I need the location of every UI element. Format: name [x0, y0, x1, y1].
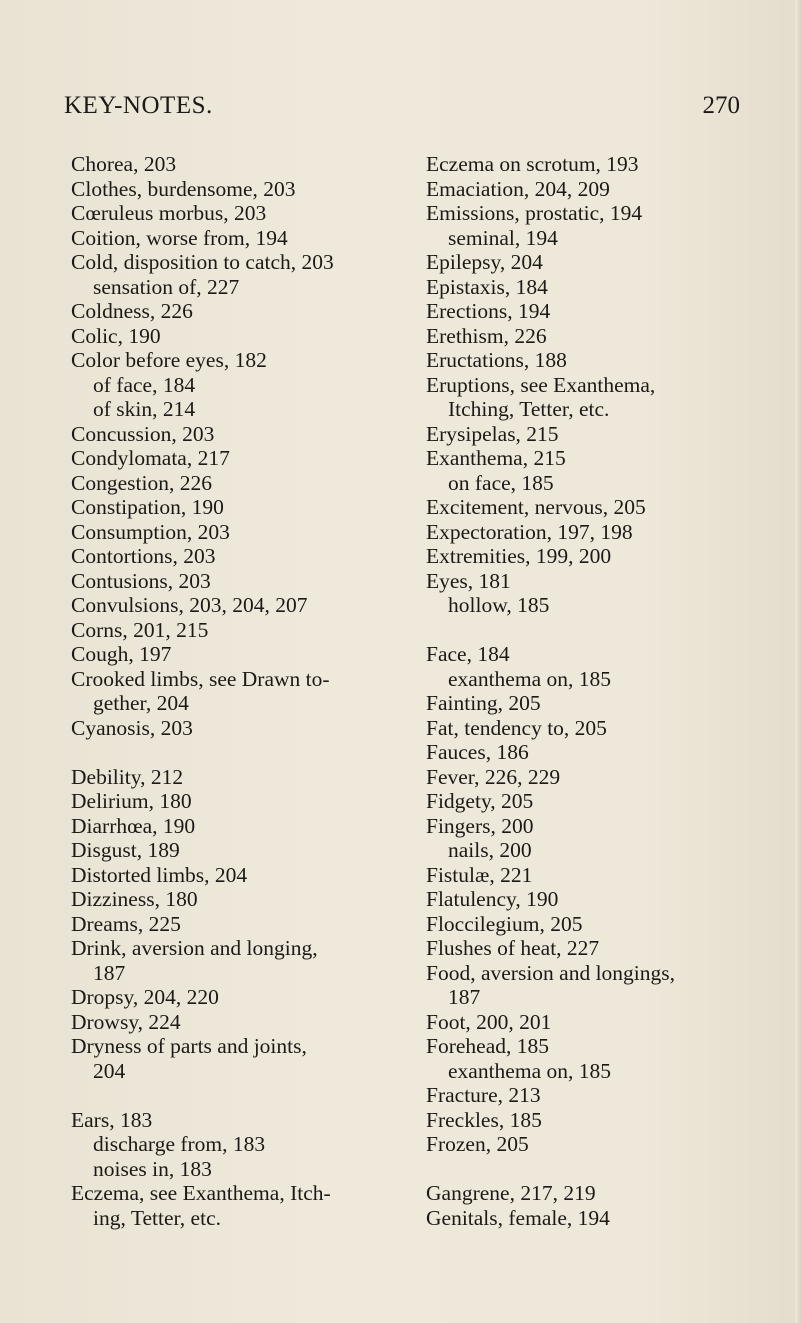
- index-entry: Eczema on scrotum, 193: [426, 152, 639, 176]
- index-entry: Emaciation, 204, 209: [426, 176, 610, 201]
- index-entry: Eructations, 188: [426, 348, 567, 372]
- index-entry: Freckles, 185: [426, 1107, 542, 1132]
- index-entry: Eyes, 181: [426, 568, 511, 593]
- index-entry: Fat, tendency to, 205: [426, 715, 607, 740]
- running-head: KEY-NOTES.: [64, 92, 213, 119]
- index-entry-continuation: 204: [93, 1058, 126, 1083]
- index-entry: Flatulency, 190: [426, 887, 559, 911]
- index-entry: Extremities, 199, 200: [426, 544, 612, 568]
- index-subentry: hollow, 185: [448, 593, 550, 617]
- index-entry: Colic, 190: [71, 323, 161, 348]
- index-entry-continuation: gether, 204: [93, 691, 189, 715]
- index-entry: Dryness of parts and joints,: [71, 1034, 307, 1058]
- index-entry: Food, aversion and longings,: [426, 960, 676, 985]
- index-entry: Contortions, 203: [71, 544, 216, 568]
- index-subentry: discharge from, 183: [93, 1132, 266, 1156]
- index-entry-continuation: ing, Tetter, etc.: [93, 1205, 221, 1230]
- index-entry: Concussion, 203: [71, 421, 215, 446]
- index-entry: Fracture, 213: [426, 1083, 541, 1107]
- index-entry: Cough, 197: [71, 642, 172, 666]
- index-entry: Eruptions, see Exanthema,: [426, 372, 656, 397]
- index-entry: Expectoration, 197, 198: [426, 519, 633, 544]
- index-entry: Frozen, 205: [426, 1132, 529, 1156]
- index-entry: Condylomata, 217: [71, 446, 230, 470]
- page-header: [64, 92, 740, 132]
- index-subentry: sensation of, 227: [93, 274, 240, 299]
- index-entry: Dropsy, 204, 220: [71, 985, 219, 1009]
- index-entry: Emissions, prostatic, 194: [426, 201, 643, 225]
- index-entry: Convulsions, 203, 204, 207: [71, 593, 308, 617]
- index-entry: Gangrene, 217, 219: [426, 1181, 596, 1205]
- index-entry-continuation: Itching, Tetter, etc.: [448, 397, 610, 421]
- index-entry: Disgust, 189: [71, 838, 180, 862]
- index-entry: Drink, aversion and longing,: [71, 936, 318, 960]
- index-entry: Erections, 194: [426, 299, 551, 323]
- index-entry: Forehead, 185: [426, 1034, 549, 1058]
- index-entry-continuation: 187: [93, 960, 126, 985]
- index-entry: Flushes of heat, 227: [426, 936, 600, 960]
- index-subentry: seminal, 194: [448, 225, 558, 250]
- index-entry: Fever, 226, 229: [426, 764, 561, 789]
- index-entry: Color before eyes, 182: [71, 348, 267, 372]
- index-entry: Dreams, 225: [71, 911, 181, 936]
- index-entry: Exanthema, 215: [426, 446, 566, 470]
- index-entry: Contusions, 203: [71, 568, 211, 593]
- index-entry: Erethism, 226: [426, 323, 547, 348]
- index-entry-continuation: 187: [448, 985, 481, 1009]
- index-entry: Epistaxis, 184: [426, 274, 548, 299]
- index-entry: Crooked limbs, see Drawn to-: [71, 666, 330, 691]
- section-gap: [71, 1083, 411, 1108]
- index-subentry: exanthema on, 185: [448, 666, 611, 691]
- index-entry: Corns, 201, 215: [71, 617, 209, 642]
- index-subentry: of face, 184: [93, 372, 196, 397]
- index-entry: Clothes, burdensome, 203: [71, 176, 296, 201]
- index-entry: Excitement, nervous, 205: [426, 495, 646, 519]
- index-entry: Fidgety, 205: [426, 789, 534, 813]
- index-entry: Cyanosis, 203: [71, 715, 193, 740]
- index-entry: Fauces, 186: [426, 740, 529, 764]
- index-entry: Diarrhœa, 190: [71, 813, 196, 838]
- section-gap: [426, 618, 796, 643]
- index-entry: Face, 184: [426, 642, 510, 666]
- section-gap: [426, 1157, 796, 1182]
- index-entry: Cold, disposition to catch, 203: [71, 250, 334, 274]
- index-entry: Chorea, 203: [71, 152, 177, 176]
- index-entry: Cœruleus morbus, 203: [71, 201, 267, 225]
- index-entry: Fainting, 205: [426, 691, 541, 715]
- index-entry: Debility, 212: [71, 764, 184, 789]
- index-entry: Coldness, 226: [71, 299, 193, 323]
- index-entry: Delirium, 180: [71, 789, 192, 813]
- index-subentry: on face, 185: [448, 470, 554, 495]
- index-entry: Consumption, 203: [71, 519, 230, 544]
- index-entry: Foot, 200, 201: [426, 1009, 552, 1034]
- index-subentry: nails, 200: [448, 838, 532, 862]
- index-entry: Eczema, see Exanthema, Itch-: [71, 1181, 331, 1205]
- index-subentry: noises in, 183: [93, 1156, 212, 1181]
- section-gap: [71, 740, 411, 765]
- page-edge: [795, 0, 801, 1323]
- index-column-left: [71, 152, 411, 1230]
- page-number: 270: [702, 92, 740, 119]
- index-subentry: of skin, 214: [93, 397, 196, 421]
- index-entry: Distorted limbs, 204: [71, 862, 248, 887]
- index-entry: Ears, 183: [71, 1107, 153, 1132]
- index-subentry: exanthema on, 185: [448, 1058, 611, 1083]
- index-entry: Genitals, female, 194: [426, 1205, 610, 1230]
- index-entry: Constipation, 190: [71, 495, 224, 519]
- index-entry: Drowsy, 224: [71, 1009, 181, 1034]
- index-column-right: [426, 152, 796, 1230]
- index-entry: Fingers, 200: [426, 813, 534, 838]
- index-entry: Erysipelas, 215: [426, 421, 559, 446]
- index-entry: Coition, worse from, 194: [71, 225, 288, 250]
- index-entry: Epilepsy, 204: [426, 250, 543, 274]
- index-entry: Congestion, 226: [71, 470, 212, 495]
- index-entry: Dizziness, 180: [71, 887, 198, 911]
- index-entry: Floccilegium, 205: [426, 911, 583, 936]
- index-entry: Fistulæ, 221: [426, 862, 533, 887]
